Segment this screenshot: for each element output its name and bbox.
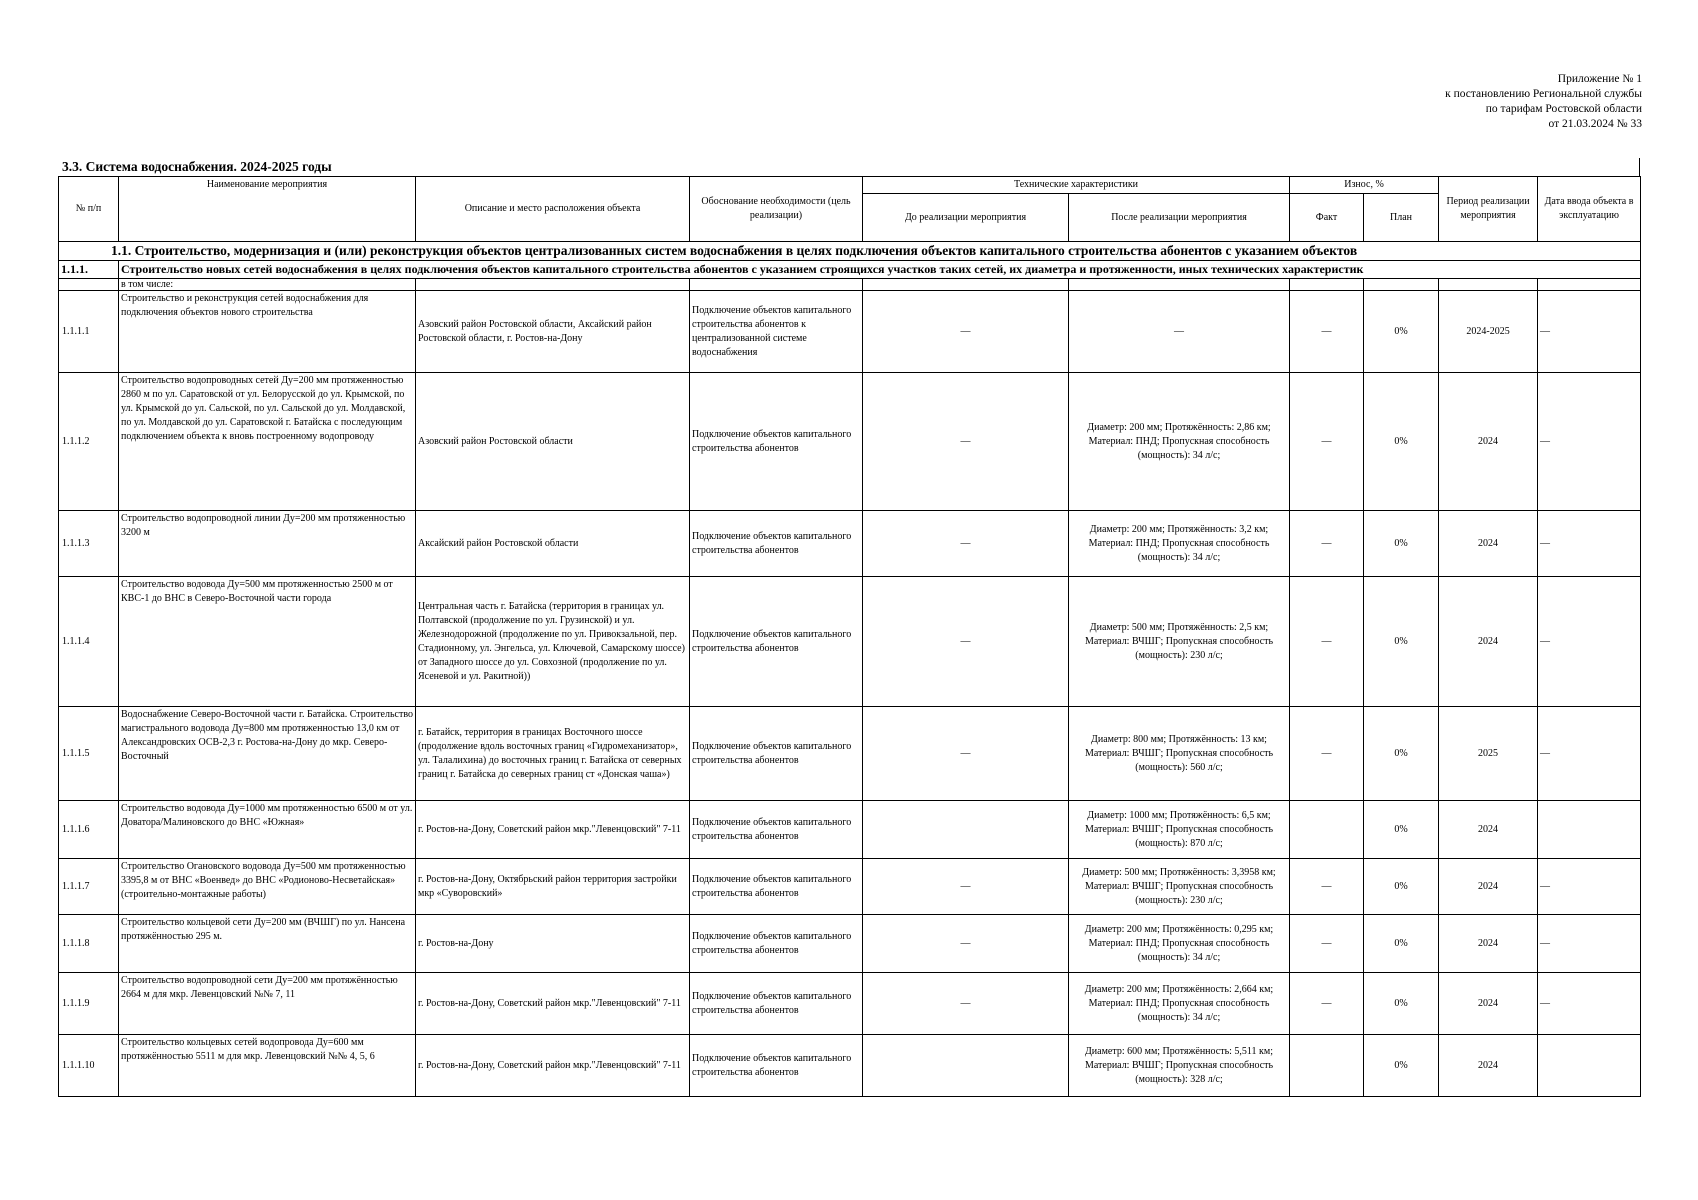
row-justification: Подключение объектов капитального строительства абонентов [690, 373, 863, 511]
group-row [59, 242, 1641, 261]
row-period: 2024 [1439, 577, 1538, 707]
row-period: 2024-2025 [1439, 291, 1538, 373]
appendix-line: к постановлению Региональной службы [1445, 88, 1642, 100]
row-period: 2024 [1439, 973, 1538, 1035]
header-plan: План [1364, 194, 1439, 242]
row-commission [1538, 801, 1641, 859]
row-after: — [1069, 291, 1290, 373]
row-name: Строительство кольцевой сети Ду=200 мм (ВЧШГ) по ул. Нансена протяжённостью 295 м. [119, 915, 416, 973]
row-before: — [863, 373, 1069, 511]
row-justification: Подключение объектов капитального строительства абонентов [690, 1035, 863, 1097]
row-description: Азовский район Ростовской области, Аксайский район Ростовской области, г. Ростов-на-Дону [416, 291, 690, 373]
table-row [59, 973, 1641, 1035]
row-after: Диаметр: 1000 мм; Протяжённость: 6,5 км; Материал: ВЧШГ; Пропускная способность (мощность): 870 л/с; [1069, 801, 1290, 859]
row-commission: — [1538, 973, 1641, 1035]
row-description: г. Ростов-на-Дону, Октябрьский район территория застройки мкр «Суворовский» [416, 859, 690, 915]
row-description: г. Батайск, территория в границах Восточного шоссе (продолжение вдоль восточных границ «Гидромеханизатор», ул. Талалихина) до восточных границ г. Батайска от северных границ г. Батайска до северных границ ст «Донская чаша») [416, 707, 690, 801]
row-fact: — [1290, 915, 1364, 973]
table-row [59, 373, 1641, 511]
row-after: Диаметр: 200 мм; Протяжённость: 2,86 км; Материал: ПНД; Пропускная способность (мощность): 34 л/с; [1069, 373, 1290, 511]
row-name: Строительство водовода Ду=1000 мм протяженностью 6500 м от ул. Доватора/Малиновского до ВНС «Южная» [119, 801, 416, 859]
row-justification: Подключение объектов капитального строительства абонентов [690, 915, 863, 973]
row-name: Водоснабжение Северо-Восточной части г. Батайска. Строительство магистрального водовода Ду=800 мм протяженностью 13,0 км от Александровских ОСВ-2,3 г. Ростова-на-Дону до мкр. Северо-Восточный [119, 707, 416, 801]
header-tech: Технические характеристики [863, 177, 1290, 194]
appendix-line: от 21.03.2024 № 33 [1548, 118, 1642, 130]
row-after: Диаметр: 500 мм; Протяжённость: 2,5 км; Материал: ВЧШГ; Пропускная способность (мощность): 230 л/с; [1069, 577, 1290, 707]
investment-table [58, 176, 1641, 1097]
row-num: 1.1.1.7 [59, 859, 119, 915]
row-plan: 0% [1364, 373, 1439, 511]
row-justification: Подключение объектов капитального строительства абонентов [690, 801, 863, 859]
row-description: Азовский район Ростовской области [416, 373, 690, 511]
row-commission: — [1538, 373, 1641, 511]
header-before: До реализации мероприятия [863, 194, 1069, 242]
row-period: 2024 [1439, 859, 1538, 915]
including-label: в том числе: [119, 279, 416, 291]
row-num: 1.1.1.6 [59, 801, 119, 859]
row-after: Диаметр: 800 мм; Протяжённость: 13 км; Материал: ВЧШГ; Пропускная способность (мощность): 560 л/с; [1069, 707, 1290, 801]
row-plan: 0% [1364, 577, 1439, 707]
row-name: Строительство кольцевых сетей водопровода Ду=600 мм протяжённостью 5511 м для мкр. Левенцовский №№ 4, 5, 6 [119, 1035, 416, 1097]
header-commission: Дата ввода объекта в эксплуатацию [1538, 177, 1641, 242]
row-description: г. Ростов-на-Дону, Советский район мкр."Левенцовский" 7-11 [416, 1035, 690, 1097]
row-before [863, 1035, 1069, 1097]
row-name: Строительство водопроводной линии Ду=200 мм протяженностью 3200 м [119, 511, 416, 577]
row-fact: — [1290, 373, 1364, 511]
header-period: Период реализации мероприятия [1439, 177, 1538, 242]
row-commission: — [1538, 915, 1641, 973]
header-fact: Факт [1290, 194, 1364, 242]
row-name: Строительство водопроводных сетей Ду=200 мм протяженностью 2860 м по ул. Саратовской от ул. Белорусской до ул. Крымской, по ул. Крымской до ул. Сальской, по ул. Сальской до ул. Молдавской, по ул. Молдавской до ул. Саратовской г. Батайска с последующим подключением объекта к вновь построенному водопроводу [119, 373, 416, 511]
header-description: Описание и место расположения объекта [416, 177, 690, 242]
row-period: 2024 [1439, 373, 1538, 511]
row-after: Диаметр: 500 мм; Протяжённость: 3,3958 км; Материал: ВЧШГ; Пропускная способность (мощность): 230 л/с; [1069, 859, 1290, 915]
header-after: После реализации мероприятия [1069, 194, 1290, 242]
row-description: г. Ростов-на-Дону [416, 915, 690, 973]
row-before: — [863, 915, 1069, 973]
row-justification: Подключение объектов капитального строительства абонентов к централизованной системе водоснабжения [690, 291, 863, 373]
row-name: Строительство водовода Ду=500 мм протяженностью 2500 м от КВС-1 до ВНС в Северо-Восточной части города [119, 577, 416, 707]
table-row [59, 1035, 1641, 1097]
row-justification: Подключение объектов капитального строительства абонентов [690, 577, 863, 707]
row-name: Строительство водопроводной сети Ду=200 мм протяжённостью 2664 м для мкр. Левенцовский №№ 7, 11 [119, 973, 416, 1035]
row-num: 1.1.1.3 [59, 511, 119, 577]
row-after: Диаметр: 200 мм; Протяжённость: 0,295 км; Материал: ПНД; Пропускная способность (мощность): 34 л/с; [1069, 915, 1290, 973]
row-commission: — [1538, 859, 1641, 915]
table-row [59, 801, 1641, 859]
row-period: 2025 [1439, 707, 1538, 801]
row-commission: — [1538, 511, 1641, 577]
row-plan: 0% [1364, 707, 1439, 801]
row-plan: 0% [1364, 291, 1439, 373]
row-num: 1.1.1.9 [59, 973, 119, 1035]
table-row [59, 291, 1641, 373]
row-commission: — [1538, 291, 1641, 373]
row-period: 2024 [1439, 511, 1538, 577]
table-row [59, 915, 1641, 973]
row-period: 2024 [1439, 915, 1538, 973]
subgroup-title: Строительство новых сетей водоснабжения в целях подключения объектов капитального строительства абонентов с указанием строящихся участков таких сетей, их диаметра и протяженности, иных технических характеристик [119, 261, 1641, 279]
row-num: 1.1.1.2 [59, 373, 119, 511]
row-commission: — [1538, 707, 1641, 801]
row-before: — [863, 291, 1069, 373]
table-row [59, 707, 1641, 801]
row-num: 1.1.1.1 [59, 291, 119, 373]
row-fact: — [1290, 511, 1364, 577]
row-description: Центральная часть г. Батайска (территория в границах ул. Полтавской (продолжение по ул. Грузинской) и ул. Железнодорожной (продолжение по ул. Привокзальной, пер. Стадионному, ул. Энгельса, ул. Ключевой, Самарскому шоссе) от Западного шоссе до ул. Совхозной (продолжение по ул. Ясеневой и ул. Ракитной)) [416, 577, 690, 707]
row-plan: 0% [1364, 511, 1439, 577]
row-fact: — [1290, 707, 1364, 801]
row-description: г. Ростов-на-Дону, Советский район мкр."Левенцовский" 7-11 [416, 973, 690, 1035]
row-num: 1.1.1.5 [59, 707, 119, 801]
row-name: Строительство Огановского водовода Ду=500 мм протяженностью 3395,8 м от ВНС «Военвед» до ВНС «Родионово-Несветайская» (строительно-монтажные работы) [119, 859, 416, 915]
row-plan: 0% [1364, 801, 1439, 859]
section-title: 3.3. Система водоснабжения. 2024-2025 годы [58, 158, 1640, 176]
row-before: — [863, 577, 1069, 707]
document-sheet [58, 158, 1640, 1097]
row-justification: Подключение объектов капитального строительства абонентов [690, 707, 863, 801]
row-name: Строительство и реконструкция сетей водоснабжения для подключения объектов нового строительства [119, 291, 416, 373]
row-num: 1.1.1.4 [59, 577, 119, 707]
row-after: Диаметр: 600 мм; Протяжённость: 5,511 км; Материал: ВЧШГ; Пропускная способность (мощность): 328 л/с; [1069, 1035, 1290, 1097]
subgroup-row [59, 261, 1641, 279]
header-wear: Износ, % [1290, 177, 1439, 194]
row-after: Диаметр: 200 мм; Протяжённость: 3,2 км; Материал: ПНД; Пропускная способность (мощность): 34 л/с; [1069, 511, 1290, 577]
row-period: 2024 [1439, 1035, 1538, 1097]
header-num: № п/п [59, 177, 119, 242]
appendix-line: по тарифам Ростовской области [1485, 103, 1642, 115]
row-justification: Подключение объектов капитального строительства абонентов [690, 511, 863, 577]
row-fact [1290, 1035, 1364, 1097]
row-justification: Подключение объектов капитального строительства абонентов [690, 973, 863, 1035]
row-plan: 0% [1364, 859, 1439, 915]
header-name: Наименование мероприятия [119, 177, 416, 242]
row-commission: — [1538, 577, 1641, 707]
row-plan: 0% [1364, 973, 1439, 1035]
row-before: — [863, 973, 1069, 1035]
row-period: 2024 [1439, 801, 1538, 859]
row-plan: 0% [1364, 1035, 1439, 1097]
row-before: — [863, 707, 1069, 801]
subgroup-num: 1.1.1. [59, 261, 119, 279]
row-fact: — [1290, 973, 1364, 1035]
row-before [863, 801, 1069, 859]
group-title: 1.1. Строительство, модернизация и (или) реконструкция объектов централизованных систем водоснабжения в целях подключения объектов капитального строительства абонентов с указанием объектов [59, 242, 1641, 261]
row-description: Аксайский район Ростовской области [416, 511, 690, 577]
table-row [59, 859, 1641, 915]
row-before: — [863, 511, 1069, 577]
row-before: — [863, 859, 1069, 915]
row-fact: — [1290, 577, 1364, 707]
appendix-block [1445, 72, 1642, 132]
row-after: Диаметр: 200 мм; Протяжённость: 2,664 км; Материал: ПНД; Пропускная способность (мощность): 34 л/с; [1069, 973, 1290, 1035]
row-justification: Подключение объектов капитального строительства абонентов [690, 859, 863, 915]
row-num: 1.1.1.8 [59, 915, 119, 973]
row-description: г. Ростов-на-Дону, Советский район мкр."Левенцовский" 7-11 [416, 801, 690, 859]
including-row [59, 279, 1641, 291]
table-row [59, 577, 1641, 707]
row-fact: — [1290, 291, 1364, 373]
row-plan: 0% [1364, 915, 1439, 973]
row-fact: — [1290, 859, 1364, 915]
header-justification: Обоснование необходимости (цель реализации) [690, 177, 863, 242]
row-commission [1538, 1035, 1641, 1097]
appendix-line: Приложение № 1 [1557, 73, 1642, 85]
row-fact [1290, 801, 1364, 859]
row-num: 1.1.1.10 [59, 1035, 119, 1097]
table-row [59, 511, 1641, 577]
